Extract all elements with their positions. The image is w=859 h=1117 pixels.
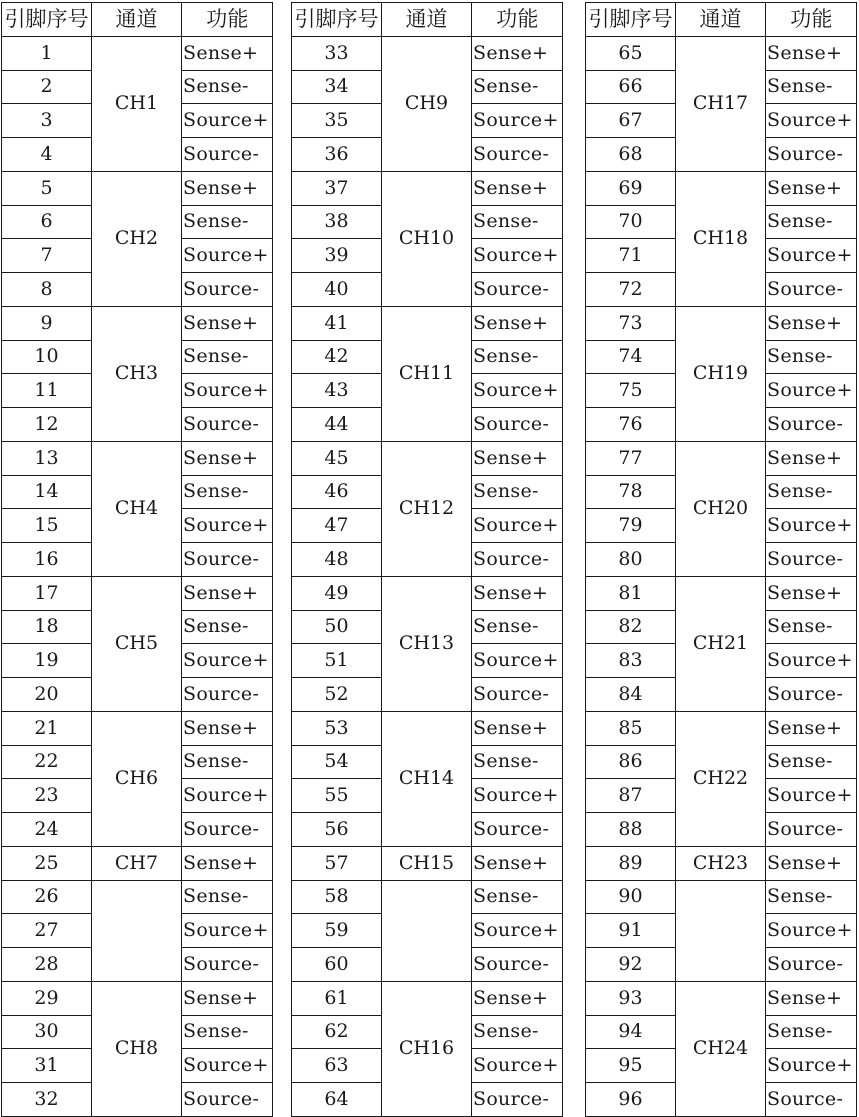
pin-number: 43 (292, 374, 382, 408)
header-pin: 引脚序号 (2, 3, 92, 37)
channel-cell: CH14 (382, 711, 472, 846)
pin-number: 31 (2, 1049, 92, 1083)
table-row (292, 576, 563, 610)
pin-number: 17 (2, 576, 92, 610)
table-row (2, 171, 273, 205)
function-cell: Sense+ (766, 711, 857, 745)
table-row (292, 441, 563, 475)
function-cell: Sense+ (766, 981, 857, 1015)
function-cell: Sense- (182, 1015, 273, 1049)
function-cell: Source- (766, 1083, 857, 1117)
pin-number: 5 (2, 171, 92, 205)
function-cell: Sense+ (182, 981, 273, 1015)
pin-number: 56 (292, 813, 382, 847)
pin-number: 64 (292, 1083, 382, 1117)
function-cell: Sense- (472, 610, 563, 644)
function-cell: Sense+ (472, 441, 563, 475)
function-cell: Source- (182, 543, 273, 577)
table-row (2, 880, 273, 914)
pin-number: 47 (292, 509, 382, 543)
pin-number: 40 (292, 273, 382, 307)
function-cell: Source- (182, 678, 273, 712)
pin-number: 70 (586, 205, 676, 239)
function-cell: Source- (182, 273, 273, 307)
header-row (586, 3, 857, 37)
pin-number: 23 (2, 779, 92, 813)
function-cell: Sense- (766, 880, 857, 914)
function-cell: Sense- (182, 610, 273, 644)
pin-number: 16 (2, 543, 92, 577)
function-cell: Sense+ (182, 846, 273, 880)
function-cell: Source+ (182, 1049, 273, 1083)
header-channel: 通道 (92, 3, 182, 37)
pin-number: 81 (586, 576, 676, 610)
function-cell: Sense+ (766, 306, 857, 340)
pin-number: 55 (292, 779, 382, 813)
pin-number: 26 (2, 880, 92, 914)
function-cell: Sense- (766, 70, 857, 104)
channel-cell: CH15 (382, 846, 472, 880)
function-cell: Source- (182, 813, 273, 847)
pin-number: 33 (292, 36, 382, 70)
function-cell: Source+ (766, 914, 857, 948)
pin-number: 68 (586, 138, 676, 172)
function-cell: Sense+ (182, 576, 273, 610)
pin-number: 79 (586, 509, 676, 543)
function-cell: Sense- (472, 340, 563, 374)
pin-number: 11 (2, 374, 92, 408)
table-row (292, 880, 563, 914)
pin-number: 12 (2, 408, 92, 442)
channel-cell: CH9 (382, 36, 472, 171)
pin-number: 46 (292, 475, 382, 509)
pin-number: 61 (292, 981, 382, 1015)
channel-cell: CH5 (92, 576, 182, 711)
pin-number: 65 (586, 36, 676, 70)
function-cell: Source- (472, 813, 563, 847)
pin-number: 77 (586, 441, 676, 475)
function-cell: Sense+ (766, 846, 857, 880)
table-row (2, 711, 273, 745)
pin-number: 59 (292, 914, 382, 948)
function-cell: Source- (472, 408, 563, 442)
function-cell: Source- (766, 138, 857, 172)
pin-table-1 (1, 2, 273, 1117)
pin-number: 6 (2, 205, 92, 239)
pin-number: 95 (586, 1049, 676, 1083)
header-function: 功能 (766, 3, 857, 37)
pin-number: 87 (586, 779, 676, 813)
function-cell: Sense+ (472, 846, 563, 880)
function-cell: Source- (182, 1083, 273, 1117)
pin-number: 52 (292, 678, 382, 712)
table-row (2, 981, 273, 1015)
pin-number: 19 (2, 644, 92, 678)
pin-number: 4 (2, 138, 92, 172)
pin-number: 84 (586, 678, 676, 712)
pin-number: 53 (292, 711, 382, 745)
channel-cell: CH23 (676, 846, 766, 880)
pin-number: 83 (586, 644, 676, 678)
pin-number: 51 (292, 644, 382, 678)
function-cell: Source+ (472, 104, 563, 138)
pin-number: 80 (586, 543, 676, 577)
pin-number: 94 (586, 1015, 676, 1049)
table-row (586, 846, 857, 880)
pin-number: 45 (292, 441, 382, 475)
pin-number: 35 (292, 104, 382, 138)
function-cell: Sense- (472, 880, 563, 914)
table-row (292, 711, 563, 745)
channel-cell: CH12 (382, 441, 472, 576)
pin-number: 66 (586, 70, 676, 104)
channel-cell (382, 880, 472, 981)
function-cell: Sense- (472, 475, 563, 509)
pin-number: 60 (292, 948, 382, 982)
pin-number: 15 (2, 509, 92, 543)
pin-table-3 (585, 2, 857, 1117)
pin-number: 82 (586, 610, 676, 644)
pin-number: 54 (292, 745, 382, 779)
function-cell: Source+ (472, 1049, 563, 1083)
pin-number: 48 (292, 543, 382, 577)
table-row (292, 306, 563, 340)
pin-number: 32 (2, 1083, 92, 1117)
pin-number: 74 (586, 340, 676, 374)
function-cell: Sense+ (182, 306, 273, 340)
pin-number: 49 (292, 576, 382, 610)
function-cell: Sense+ (766, 576, 857, 610)
function-cell: Sense+ (472, 306, 563, 340)
function-cell: Sense- (472, 1015, 563, 1049)
function-cell: Source- (472, 543, 563, 577)
pin-number: 41 (292, 306, 382, 340)
pin-number: 34 (292, 70, 382, 104)
channel-cell: CH7 (92, 846, 182, 880)
pin-number: 10 (2, 340, 92, 374)
pin-number: 9 (2, 306, 92, 340)
pin-number: 92 (586, 948, 676, 982)
function-cell: Source- (472, 948, 563, 982)
pin-number: 42 (292, 340, 382, 374)
pin-number: 38 (292, 205, 382, 239)
pin-number: 71 (586, 239, 676, 273)
table-row (586, 441, 857, 475)
function-cell: Source+ (472, 914, 563, 948)
channel-cell (92, 880, 182, 981)
pin-number: 2 (2, 70, 92, 104)
channel-cell: CH24 (676, 981, 766, 1116)
header-function: 功能 (182, 3, 273, 37)
pin-number: 25 (2, 846, 92, 880)
function-cell: Sense+ (472, 576, 563, 610)
pin-number: 57 (292, 846, 382, 880)
function-cell: Source+ (472, 374, 563, 408)
channel-cell: CH2 (92, 171, 182, 306)
function-cell: Source+ (182, 374, 273, 408)
pin-number: 90 (586, 880, 676, 914)
pin-number: 22 (2, 745, 92, 779)
function-cell: Source+ (182, 914, 273, 948)
function-cell: Source+ (472, 239, 563, 273)
pin-number: 58 (292, 880, 382, 914)
pin-number: 8 (2, 273, 92, 307)
function-cell: Source- (472, 678, 563, 712)
pin-number: 75 (586, 374, 676, 408)
function-cell: Sense- (182, 340, 273, 374)
function-cell: Sense- (182, 475, 273, 509)
function-cell: Source- (182, 408, 273, 442)
pin-number: 3 (2, 104, 92, 138)
pin-number: 62 (292, 1015, 382, 1049)
function-cell: Source+ (182, 509, 273, 543)
function-cell: Sense- (766, 340, 857, 374)
pin-number: 44 (292, 408, 382, 442)
pin-number: 50 (292, 610, 382, 644)
pin-number: 28 (2, 948, 92, 982)
pin-number: 78 (586, 475, 676, 509)
function-cell: Sense+ (182, 711, 273, 745)
table-row (586, 36, 857, 70)
function-cell: Sense+ (472, 36, 563, 70)
function-cell: Sense- (766, 205, 857, 239)
table-row (586, 171, 857, 205)
table-row (2, 36, 273, 70)
pin-number: 14 (2, 475, 92, 509)
pin-number: 88 (586, 813, 676, 847)
function-cell: Source- (472, 1083, 563, 1117)
pin-number: 37 (292, 171, 382, 205)
function-cell: Source+ (472, 644, 563, 678)
table-row (586, 981, 857, 1015)
pin-number: 18 (2, 610, 92, 644)
pin-number: 24 (2, 813, 92, 847)
function-cell: Sense+ (182, 171, 273, 205)
function-cell: Source+ (472, 509, 563, 543)
header-row (2, 3, 273, 37)
pin-number: 67 (586, 104, 676, 138)
function-cell: Source- (766, 678, 857, 712)
pin-number: 13 (2, 441, 92, 475)
pin-number: 21 (2, 711, 92, 745)
channel-cell: CH18 (676, 171, 766, 306)
function-cell: Source- (766, 273, 857, 307)
table-row (2, 576, 273, 610)
function-cell: Sense- (182, 745, 273, 779)
function-cell: Source+ (182, 779, 273, 813)
channel-cell: CH11 (382, 306, 472, 441)
pin-number: 89 (586, 846, 676, 880)
pin-number: 73 (586, 306, 676, 340)
pin-number: 39 (292, 239, 382, 273)
function-cell: Sense+ (472, 711, 563, 745)
function-cell: Sense- (766, 610, 857, 644)
function-cell: Source- (472, 138, 563, 172)
pin-number: 72 (586, 273, 676, 307)
pin-number: 30 (2, 1015, 92, 1049)
function-cell: Source- (766, 543, 857, 577)
header-row (292, 3, 563, 37)
function-cell: Source- (766, 408, 857, 442)
channel-cell: CH13 (382, 576, 472, 711)
table-row (292, 171, 563, 205)
function-cell: Source+ (766, 509, 857, 543)
function-cell: Source+ (472, 779, 563, 813)
pin-number: 20 (2, 678, 92, 712)
channel-cell: CH16 (382, 981, 472, 1116)
function-cell: Source- (766, 813, 857, 847)
header-channel: 通道 (382, 3, 472, 37)
table-row (586, 880, 857, 914)
function-cell: Sense- (182, 880, 273, 914)
function-cell: Source+ (766, 239, 857, 273)
pin-number: 29 (2, 981, 92, 1015)
table-row (292, 981, 563, 1015)
function-cell: Sense+ (766, 36, 857, 70)
function-cell: Sense+ (472, 171, 563, 205)
pin-number: 69 (586, 171, 676, 205)
pin-number: 27 (2, 914, 92, 948)
function-cell: Source- (472, 273, 563, 307)
function-cell: Sense+ (182, 36, 273, 70)
function-cell: Source+ (766, 644, 857, 678)
function-cell: Source+ (766, 1049, 857, 1083)
table-row (292, 846, 563, 880)
pin-number: 76 (586, 408, 676, 442)
pin-number: 36 (292, 138, 382, 172)
channel-cell: CH20 (676, 441, 766, 576)
function-cell: Sense+ (182, 441, 273, 475)
function-cell: Sense- (766, 1015, 857, 1049)
channel-cell: CH3 (92, 306, 182, 441)
function-cell: Sense- (766, 475, 857, 509)
pin-number: 7 (2, 239, 92, 273)
channel-cell: CH1 (92, 36, 182, 171)
channel-cell (676, 880, 766, 981)
function-cell: Sense- (472, 745, 563, 779)
function-cell: Sense+ (766, 441, 857, 475)
function-cell: Sense- (472, 70, 563, 104)
function-cell: Sense- (766, 745, 857, 779)
channel-cell: CH10 (382, 171, 472, 306)
header-pin: 引脚序号 (292, 3, 382, 37)
channel-cell: CH22 (676, 711, 766, 846)
pin-number: 91 (586, 914, 676, 948)
pin-number: 63 (292, 1049, 382, 1083)
pin-number: 96 (586, 1083, 676, 1117)
function-cell: Source+ (766, 374, 857, 408)
pin-number: 86 (586, 745, 676, 779)
table-row (586, 306, 857, 340)
table-row (292, 36, 563, 70)
table-row (586, 576, 857, 610)
pin-number: 1 (2, 36, 92, 70)
table-row (2, 306, 273, 340)
function-cell: Sense- (182, 70, 273, 104)
table-row (2, 441, 273, 475)
function-cell: Source+ (766, 779, 857, 813)
pin-number: 93 (586, 981, 676, 1015)
function-cell: Source- (182, 948, 273, 982)
channel-cell: CH21 (676, 576, 766, 711)
function-cell: Source- (182, 138, 273, 172)
channel-cell: CH8 (92, 981, 182, 1116)
header-function: 功能 (472, 3, 563, 37)
function-cell: Sense- (472, 205, 563, 239)
function-cell: Sense- (182, 205, 273, 239)
function-cell: Source+ (182, 644, 273, 678)
table-row (586, 711, 857, 745)
function-cell: Source+ (182, 104, 273, 138)
channel-cell: CH17 (676, 36, 766, 171)
channel-cell: CH19 (676, 306, 766, 441)
table-row (2, 846, 273, 880)
function-cell: Sense+ (472, 981, 563, 1015)
channel-cell: CH6 (92, 711, 182, 846)
header-channel: 通道 (676, 3, 766, 37)
function-cell: Source- (766, 948, 857, 982)
function-cell: Source+ (766, 104, 857, 138)
channel-cell: CH4 (92, 441, 182, 576)
pin-number: 85 (586, 711, 676, 745)
function-cell: Source+ (182, 239, 273, 273)
header-pin: 引脚序号 (586, 3, 676, 37)
pin-table-2 (291, 2, 563, 1117)
function-cell: Sense+ (766, 171, 857, 205)
